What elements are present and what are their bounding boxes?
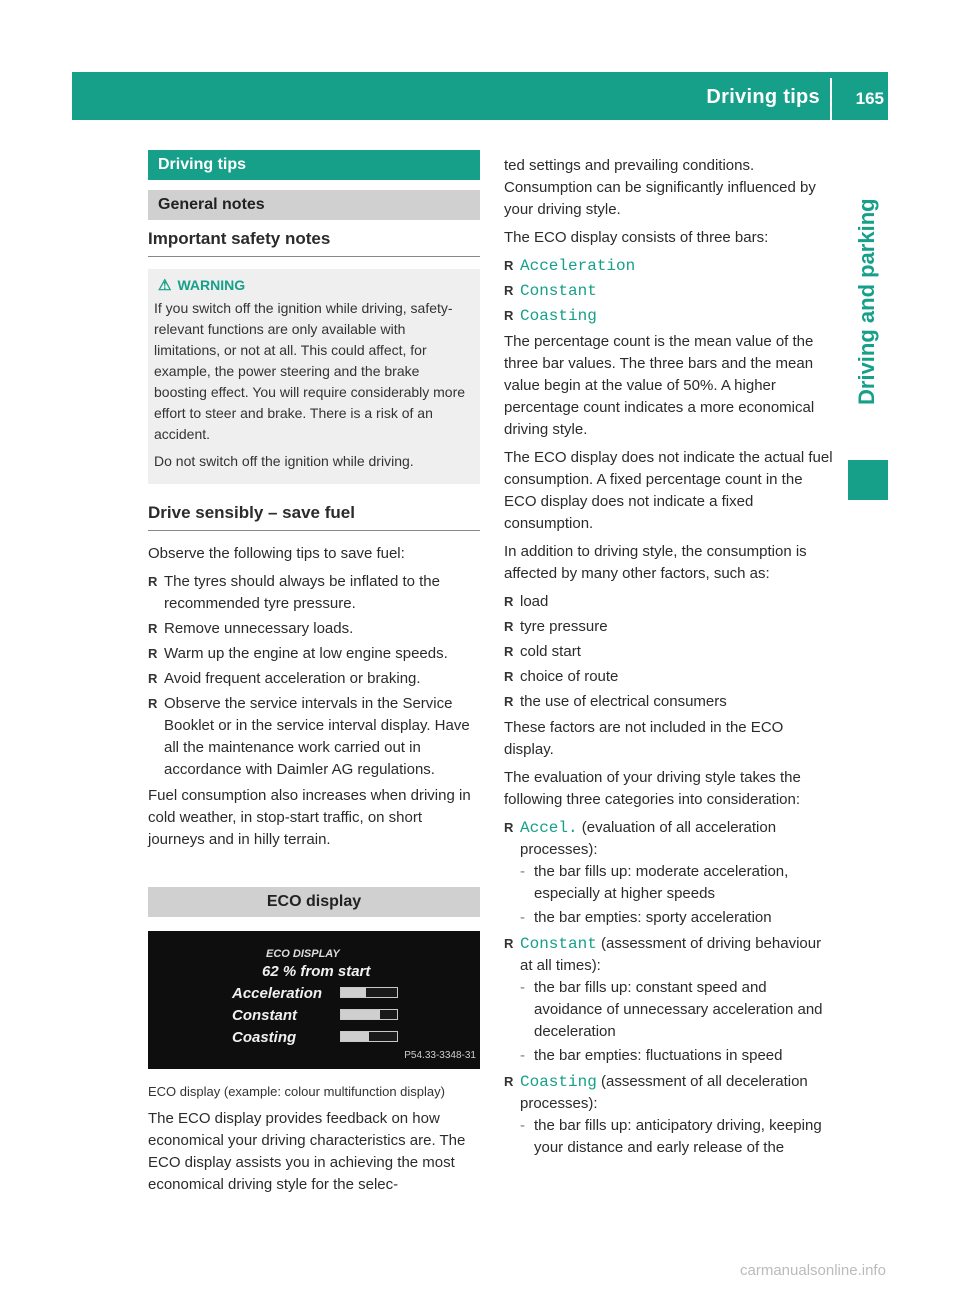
section-bar-driving-tips: Driving tips (148, 150, 480, 180)
list-item: R Warm up the engine at low engine speeds. (148, 643, 480, 665)
paragraph: The percentage count is the mean value of the three bar values. The three bars and the mean value begin at the value of 50%. A higher percentage count indicates a more economical driving style. (504, 333, 815, 438)
paragraph: The evaluation of your driving style takes the following three categories into consideration: (504, 769, 801, 808)
paragraph: ted settings and prevailing conditions. Consumption can be significantly influenced by your driving style. (504, 157, 816, 218)
side-tab-label: Driving and parking (854, 198, 879, 405)
warning-instruction: Do not switch off the ignition while driving. (154, 453, 414, 469)
eco-bar-coasting (340, 1031, 398, 1042)
heading-drive-sensibly: Drive sensibly – save fuel (148, 494, 480, 531)
warning-icon: ⚠ (158, 277, 172, 294)
list-item: R Constant (assessment of driving behaviour at all times): - the bar fills up: constant speed and avoidance of unnecessary acceleration and deceleration - the bar empties: fluctuations in speed (504, 933, 836, 1067)
header-divider (830, 78, 832, 120)
eco-display-image (148, 931, 480, 1069)
list-item: R load (504, 591, 836, 613)
list-item: R the use of electrical consumers (504, 691, 836, 713)
paragraph: The ECO display consists of three bars: (504, 229, 769, 246)
list-item: R Coasting (504, 305, 836, 327)
figure-caption: ECO display (example: colour multifunction display) (148, 1084, 445, 1099)
eco-bars-list (504, 255, 836, 327)
eco-row-label: Acceleration (232, 985, 323, 1002)
list-item: R Acceleration (504, 255, 836, 277)
sub-list-item: - the bar fills up: moderate acceleration, especially at higher speeds (520, 861, 836, 905)
list-item: R choice of route (504, 666, 836, 688)
sub-list-item: - the bar fills up: anticipatory driving, keeping your distance and early release of the (520, 1115, 836, 1159)
side-tab-marker (848, 460, 888, 500)
warning-text: If you switch off the ignition while driving, safety-relevant functions are only available with limitations, or not at all. This could affect, for example, the power steering and the brake boosting effect. You will require considerably more effort to steer and brake. There is a risk of an accident. (154, 300, 466, 442)
eco-image-code: P54.33-3348-31 (404, 1050, 476, 1061)
paragraph: In addition to driving style, the consumption is affected by many other factors, such as: (504, 543, 807, 582)
eco-screen-percent: 62 % from start (262, 963, 371, 980)
list-item: R Observe the service intervals in the Service Booklet or in the service interval display. Have all the maintenance work carried out in accordance with Daimler AG regulations. (148, 693, 480, 781)
list-item: R Constant (504, 280, 836, 302)
warning-box (148, 269, 480, 484)
section-bar-eco-display: ECO display (148, 887, 480, 917)
list-item: R Avoid frequent acceleration or braking. (148, 668, 480, 690)
categories-list (504, 817, 836, 1159)
header-section-title: Driving tips (706, 86, 820, 108)
eco-screen-title: ECO DISPLAY (266, 948, 340, 960)
list-item: R The tyres should always be inflated to the recommended tyre pressure. (148, 571, 480, 615)
section-bar-general-notes: General notes (148, 190, 480, 220)
watermark-text: carmanualsonline.info (740, 1262, 886, 1279)
eco-row-label: Constant (232, 1007, 297, 1024)
eco-bar-acceleration (340, 987, 398, 998)
left-column (148, 150, 480, 1202)
paragraph: The ECO display does not indicate the actual fuel consumption. A fixed percentage count in the ECO display does not indicate a fixed consumption. (504, 449, 833, 532)
warning-header (154, 275, 474, 296)
eco-intro-paragraph: The ECO display provides feedback on how economical your driving characteristics are. The ECO display assists you in achieving the most economical driving style for the selec- (148, 1110, 466, 1193)
list-item: R Coasting (assessment of all deceleration processes): - the bar fills up: anticipatory driving, keeping your distance and early release of the (504, 1071, 836, 1159)
sub-list-item: - the bar empties: sporty acceleration (520, 907, 836, 929)
factors-list (504, 591, 836, 713)
list-item: R tyre pressure (504, 616, 836, 638)
list-item: R cold start (504, 641, 836, 663)
page-number: 165 (855, 89, 884, 108)
heading-safety-notes: Important safety notes (148, 220, 480, 257)
right-column (504, 155, 836, 1163)
eco-bar-constant (340, 1009, 398, 1020)
tips-intro: Observe the following tips to save fuel: (148, 545, 405, 562)
page-header (72, 72, 888, 120)
list-item: R Remove unnecessary loads. (148, 618, 480, 640)
sub-list-item: - the bar empties: fluctuations in speed (520, 1045, 836, 1067)
list-item: R Accel. (evaluation of all acceleration processes): - the bar fills up: moderate acceleration, especially at higher speeds - the bar empties: sporty acceleration (504, 817, 836, 929)
fuel-tips-list (148, 571, 480, 781)
warning-label: WARNING (177, 277, 246, 293)
paragraph: These factors are not included in the ECO display. (504, 719, 784, 758)
eco-row-label: Coasting (232, 1029, 297, 1046)
sub-list-item: - the bar fills up: constant speed and avoidance of unnecessary acceleration and deceleration (520, 977, 836, 1043)
fuel-consumption-paragraph: Fuel consumption also increases when driving in cold weather, in stop-start traffic, on short journeys and in hilly terrain. (148, 787, 471, 848)
